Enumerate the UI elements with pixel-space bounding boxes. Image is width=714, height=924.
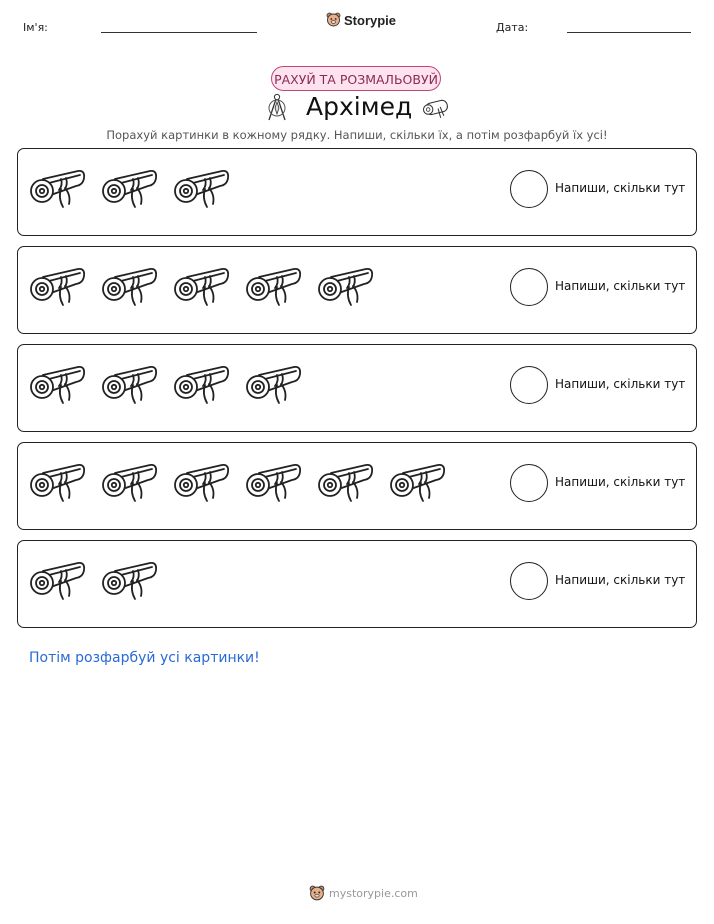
answer-label: Напиши, скільки тут (555, 475, 686, 489)
scroll-icon (244, 263, 302, 309)
counting-row (17, 442, 697, 530)
scroll-icon (172, 361, 230, 407)
answer-circle[interactable] (510, 562, 548, 600)
scroll-group (28, 361, 302, 407)
activity-badge: РАХУЙ ТА РОЗМАЛЬОВУЙ (271, 66, 441, 91)
brand-logo (326, 12, 396, 28)
page-title: Архімед (306, 92, 413, 121)
scroll-icon (316, 459, 374, 505)
scroll-icon (172, 459, 230, 505)
name-label: Ім'я: (23, 21, 48, 34)
scroll-icon (100, 459, 158, 505)
scroll-icon (28, 361, 86, 407)
counting-row (17, 246, 697, 334)
scroll-group (28, 263, 374, 309)
counting-row (17, 540, 697, 628)
scroll-icon (28, 263, 86, 309)
compass-icon (263, 92, 291, 126)
scroll-group (28, 557, 158, 603)
scroll-group (28, 165, 230, 211)
answer-circle[interactable] (510, 366, 548, 404)
brand-name: Storypie (344, 12, 397, 28)
date-line (567, 32, 691, 33)
date-label: Дата: (496, 21, 529, 34)
answer-label: Напиши, скільки тут (555, 279, 686, 293)
scroll-icon (28, 165, 86, 211)
scroll-icon (100, 557, 158, 603)
footer-site: mystorypie.com (329, 887, 418, 900)
scroll-group (28, 459, 446, 505)
scroll-icon (172, 263, 230, 309)
scroll-icon (420, 97, 452, 125)
scroll-icon (388, 459, 446, 505)
bear-mascot-icon (309, 885, 325, 902)
scroll-icon (172, 165, 230, 211)
instructions-text: Порахуй картинки в кожному рядку. Напиши, скільки їх, а потім розфарбуй їх усі! (106, 128, 608, 142)
counting-row (17, 344, 697, 432)
scroll-icon (316, 263, 374, 309)
name-line (101, 32, 257, 33)
answer-label: Напиши, скільки тут (555, 181, 686, 195)
answer-circle[interactable] (510, 170, 548, 208)
scroll-icon (100, 165, 158, 211)
scroll-icon (28, 557, 86, 603)
scroll-icon (100, 361, 158, 407)
answer-label: Напиши, скільки тут (555, 377, 686, 391)
answer-circle[interactable] (510, 268, 548, 306)
bear-mascot-icon (326, 12, 341, 28)
answer-circle[interactable] (510, 464, 548, 502)
scroll-icon (28, 459, 86, 505)
scroll-icon (244, 459, 302, 505)
coloring-instruction: Потім розфарбуй усі картинки! (29, 650, 260, 666)
footer-brand (309, 885, 418, 902)
answer-label: Напиши, скільки тут (555, 573, 686, 587)
scroll-icon (100, 263, 158, 309)
scroll-icon (244, 361, 302, 407)
counting-row (17, 148, 697, 236)
